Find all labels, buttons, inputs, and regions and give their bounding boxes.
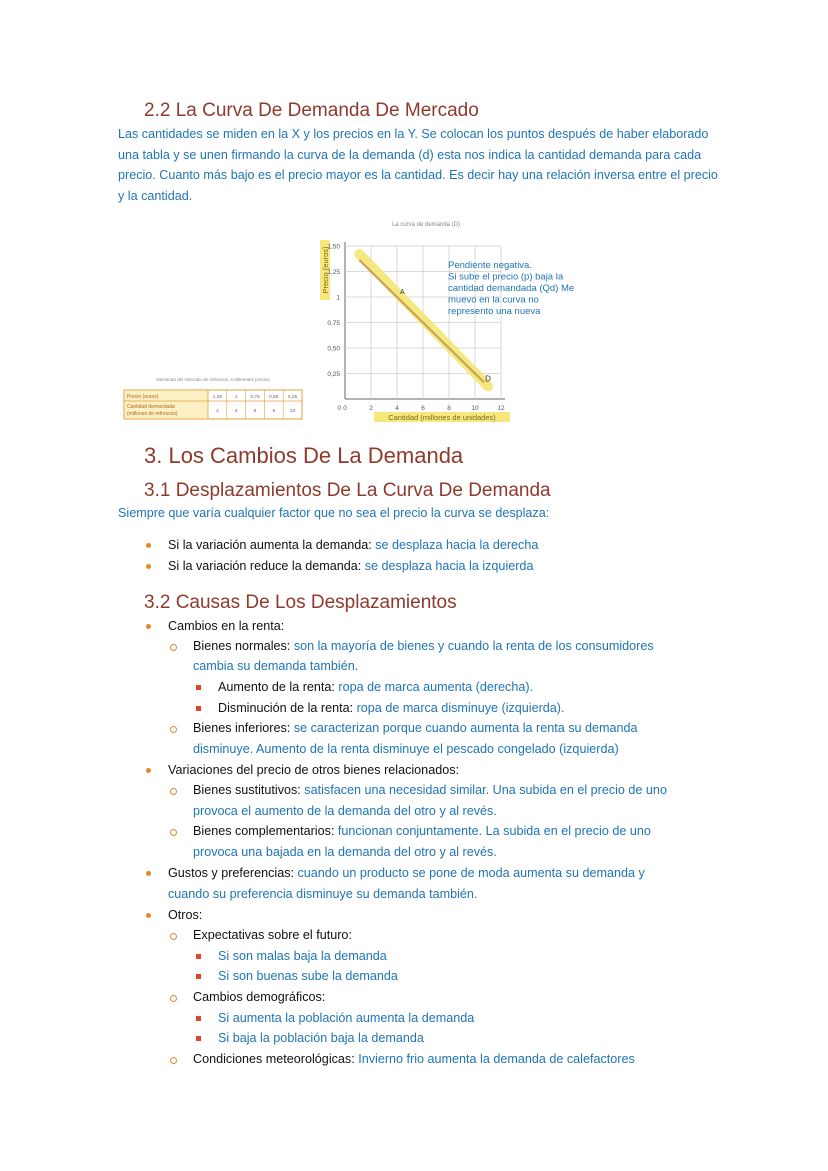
data-point — [474, 372, 476, 374]
x-tick-label: 8 — [447, 405, 451, 412]
bullet-circle — [170, 788, 177, 795]
list-item-continuation: cuando su preferencia disminuye su demanda también. — [168, 887, 478, 901]
table-cell: 6 — [253, 409, 257, 414]
chart-annotation — [448, 260, 574, 317]
list-item-continuation: disminuye. Aumento de la renta disminuye el pescado congelado (izquierda) — [193, 742, 619, 756]
annotation-line: Pendiente negativa. — [448, 260, 532, 271]
list-item: Disminución de la renta: ropa de marca disminuye (izquierda). — [218, 701, 565, 715]
chart-axes — [320, 222, 510, 422]
bullet-circle — [170, 726, 177, 733]
table-cell: 8 — [272, 409, 276, 414]
list-item: Si baja la población baja la demanda — [218, 1031, 424, 1045]
data-point — [370, 270, 372, 272]
y-tick-label: 0,50 — [327, 345, 340, 353]
table-cell: 0,25 — [287, 395, 298, 400]
x-tick-label: 6 — [421, 405, 425, 412]
section-3-heading: 3. Los Cambios De La Demanda — [144, 443, 464, 468]
list-item: Bienes inferiores: se caracterizan porque cuando aumenta la renta su demanda — [193, 721, 638, 735]
demand-curve-figure — [120, 214, 575, 429]
x-tick-label: 10 — [471, 405, 479, 412]
y-tick-label: 0,25 — [327, 371, 340, 378]
section-3-2-heading: 3.2 Causas De Los Desplazamientos — [144, 592, 457, 613]
table-cell: 2 — [216, 409, 219, 414]
table-cell: 0,50 — [269, 395, 279, 400]
list-item: Cambios en la renta: — [168, 619, 285, 633]
section-3-1-intro: Siempre que varía cualquier factor que no sea el precio la curva se desplaza: — [118, 506, 550, 520]
bullet-square — [196, 974, 201, 979]
table-caption: Demanda del mercado de refrescos, a diferentes precios — [156, 377, 270, 382]
bullet-square — [196, 706, 201, 711]
section-2-2-paragraph: Las cantidades se miden en la X y los precios en la Y. Se colocan los puntos después de haber elaborado una tabla y se unen firmando la curva de la demanda (d) esta nos indica la cantidad demanda para cada precio. Cuanto más bajo es el precio mayor es la cantidad. Es decir hay una relación inversa entre el precio y la cantidad. — [118, 127, 718, 203]
bullet-dot — [146, 543, 151, 548]
y-tick-label: 1,50 — [327, 243, 340, 251]
list-item: Otros: — [168, 908, 203, 922]
bullet-circle — [170, 1057, 177, 1064]
y-tick-label: 1,25 — [327, 269, 340, 276]
bullet-dot — [146, 564, 151, 569]
list-item-continuation: provoca el aumento de la demanda del otro y al revés. — [193, 804, 497, 818]
list-item: Bienes sustitutivos: satisfacen una necesidad similar. Una subida en el precio de uno — [193, 783, 667, 797]
annotation-line: muevo en la curva no — [448, 294, 539, 306]
list-item: Bienes complementarios: funcionan conjuntamente. La subida en el precio de uno — [193, 824, 651, 838]
x-axis-label: Cantidad (millones de unidades) — [388, 413, 496, 422]
bullet-dot — [146, 624, 151, 629]
data-table — [124, 377, 302, 419]
x-tick-label: 4 — [395, 405, 399, 412]
list-item: Si la variación reduce la demanda: se desplaza hacia la izquierda — [168, 559, 534, 573]
table-cell: 0,75 — [250, 395, 260, 400]
x-tick-label: 12 — [497, 405, 505, 412]
bullet-square — [196, 954, 201, 959]
bullet-circle — [170, 933, 177, 940]
bullet-circle — [170, 995, 177, 1002]
table-cell: 1 — [234, 395, 238, 400]
list-item: Cambios demográficos: — [193, 990, 326, 1004]
annotation-line: Si sube el precio (p) baja la — [448, 271, 564, 283]
table-cell: 10 — [289, 409, 296, 414]
point-label-a: A — [400, 289, 405, 296]
list-item: Expectativas sobre el futuro: — [193, 928, 352, 942]
y-tick-label: 0,75 — [327, 320, 340, 327]
bullet-square — [196, 685, 201, 690]
x-tick-label: 2 — [369, 405, 373, 412]
bullet-circle — [170, 644, 177, 651]
bullet-square — [196, 1016, 201, 1021]
y-axis-label: Precio (euros) — [321, 246, 330, 294]
curve-label-d: D — [485, 374, 491, 384]
chart-title: La curva de demanda (D) — [391, 222, 461, 228]
list-item: Condiciones meteorológicas: Invierno frio aumenta la demanda de calefactores — [193, 1052, 635, 1066]
list-item: Variaciones del precio de otros bienes relacionados: — [168, 763, 459, 777]
list-item-continuation: provoca una bajada en la demanda del otro y al revés. — [193, 845, 497, 859]
list-item: Si la variación aumenta la demanda: se desplaza hacia la derecha — [168, 538, 539, 552]
bullet-dot — [146, 871, 151, 876]
data-point — [422, 321, 424, 323]
annotation-line: represento una nueva — [448, 306, 541, 317]
list-item: Si son malas baja la demanda — [218, 949, 387, 963]
data-point — [396, 296, 398, 298]
list-item: Si son buenas sube la demanda — [218, 969, 398, 983]
data-point — [448, 347, 450, 349]
table-row2-label: (millones de refrescos) — [127, 411, 178, 417]
x-tick-label: 0 — [343, 405, 347, 412]
list-item: Aumento de la renta: ropa de marca aumenta (derecha). — [218, 680, 534, 694]
table-row2-label: Cantidad demandada — [127, 404, 175, 410]
origin-label: 0 — [337, 405, 341, 412]
list-item: Gustos y preferencias: cuando un producto se pone de moda aumenta su demanda y — [168, 866, 645, 880]
section-3-1-heading: 3.1 Desplazamientos De La Curva De Demanda — [144, 480, 551, 501]
y-tick-label: 1 — [336, 294, 340, 302]
table-row1-label: Precio (euros) — [127, 394, 159, 400]
list-item: Si aumenta la población aumenta la demanda — [218, 1011, 475, 1025]
list-item-continuation: cambia su demanda también. — [193, 659, 359, 673]
list-item: Bienes normales: son la mayoría de bienes y cuando la renta de los consumidores — [193, 639, 654, 653]
section-2-2-heading: 2.2 La Curva De Demanda De Mercado — [144, 100, 479, 121]
table-cell: 1,25 — [212, 395, 223, 400]
annotation-line: cantidad demandada (Qd) Me — [448, 283, 575, 294]
bullet-dot — [146, 913, 151, 918]
table-cell: 4 — [234, 409, 238, 414]
bullet-dot — [146, 768, 151, 773]
bullet-square — [196, 1036, 201, 1041]
bullet-circle — [170, 829, 177, 836]
